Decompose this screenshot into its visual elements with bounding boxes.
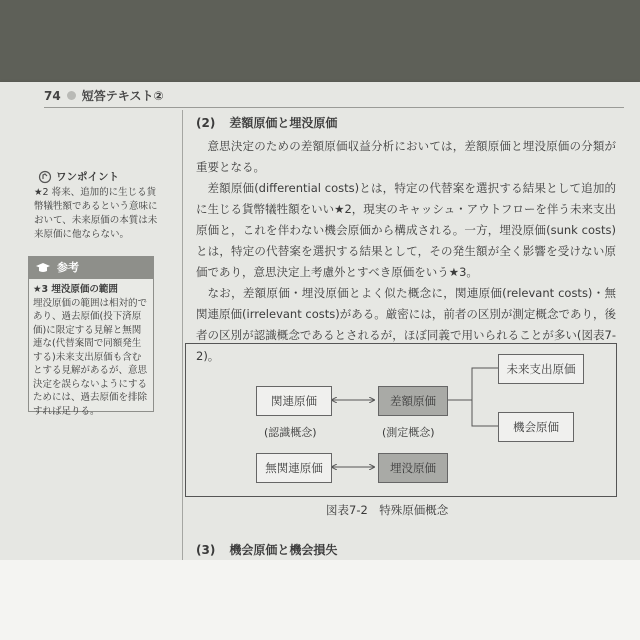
relevant-cost-box: 関連原価 bbox=[256, 386, 332, 416]
reference-box bbox=[28, 256, 154, 417]
section-2-heading: (2) 差額原価と埋没原価 bbox=[196, 116, 338, 130]
reference-header: 参考 bbox=[29, 257, 153, 279]
paragraph-2: 差額原価(differential costs)とは，特定の代替案を選択する結果として追加的に生じる貨幣犠牲額をいい★2，現実のキャッシュ・アウトフローを伴う未来支出原価と，これを伴わない機会原価から構成される。一方，埋没原価(sunk costs)とは，特定の代替案を選択する結果として，その発生額が全く影響を受けない原価であり，意思決定上考慮外とすべき原価をいう★3。 bbox=[196, 181, 616, 279]
branch-upper bbox=[448, 368, 498, 400]
graduation-cap-icon bbox=[35, 262, 51, 274]
recognition-label: (認識概念) bbox=[264, 426, 317, 439]
opportunity-cost-box: 機会原価 bbox=[498, 412, 574, 442]
header-rule bbox=[44, 107, 624, 108]
measurement-label: (測定概念) bbox=[382, 426, 435, 439]
page-number: 74 bbox=[44, 88, 61, 103]
onepoint-note bbox=[34, 170, 160, 242]
page-header bbox=[44, 87, 164, 104]
cost-concept-diagram bbox=[185, 343, 617, 497]
figure-caption: 図表7-2 特殊原価概念 bbox=[326, 503, 449, 517]
paragraph-3: なお，差額原価・埋没原価とよく似た概念に，関連原価(relevant costs)・無関連原価(irrelevant costs)がある。厳密には，前者の区別が測定概念であり，後者の区別が認識概念であるとされるが，ほぼ同義で用いられることが多い(図表7-2)。 bbox=[196, 286, 616, 363]
bullet-dot-icon bbox=[67, 91, 76, 100]
onepoint-text: ★2 将来、追加的に生じる貨幣犠牲額であるという意味において、未来原価の本質は未来原価に他ならない。 bbox=[34, 187, 158, 240]
sidebar-divider bbox=[182, 110, 183, 560]
branch-lower bbox=[472, 400, 498, 426]
reference-text: 埋没原価の範囲は相対的であり、過去原価(投下済原価)に限定する見解と無関連な(代替案間で同額発生する)未来支出原価も含むとする見解があるが、意思決定を誤らないようにするためには、過去原価を排除すれば足りる。 bbox=[33, 297, 148, 417]
sunk-cost-box: 埋没原価 bbox=[378, 453, 448, 483]
page-lower-area bbox=[0, 560, 640, 640]
differential-cost-box: 差額原価 bbox=[378, 386, 448, 416]
paragraph-1: 意思決定のための差額原価収益分析においては，差額原価と埋没原価の分類が重要となる。 bbox=[196, 139, 616, 174]
section-3-heading: (3) 機会原価と機会損失 bbox=[196, 543, 338, 557]
book-title: 短答テキスト② bbox=[81, 89, 164, 103]
onepoint-heading: ワンポイント bbox=[38, 170, 160, 184]
irrelevant-cost-box: 無関連原価 bbox=[256, 453, 332, 483]
future-outlay-cost-box: 未来支出原価 bbox=[498, 354, 584, 384]
main-text bbox=[196, 113, 616, 367]
reference-subtitle: ★3 埋没原価の範囲 bbox=[33, 284, 118, 295]
hand-point-icon bbox=[38, 170, 52, 184]
